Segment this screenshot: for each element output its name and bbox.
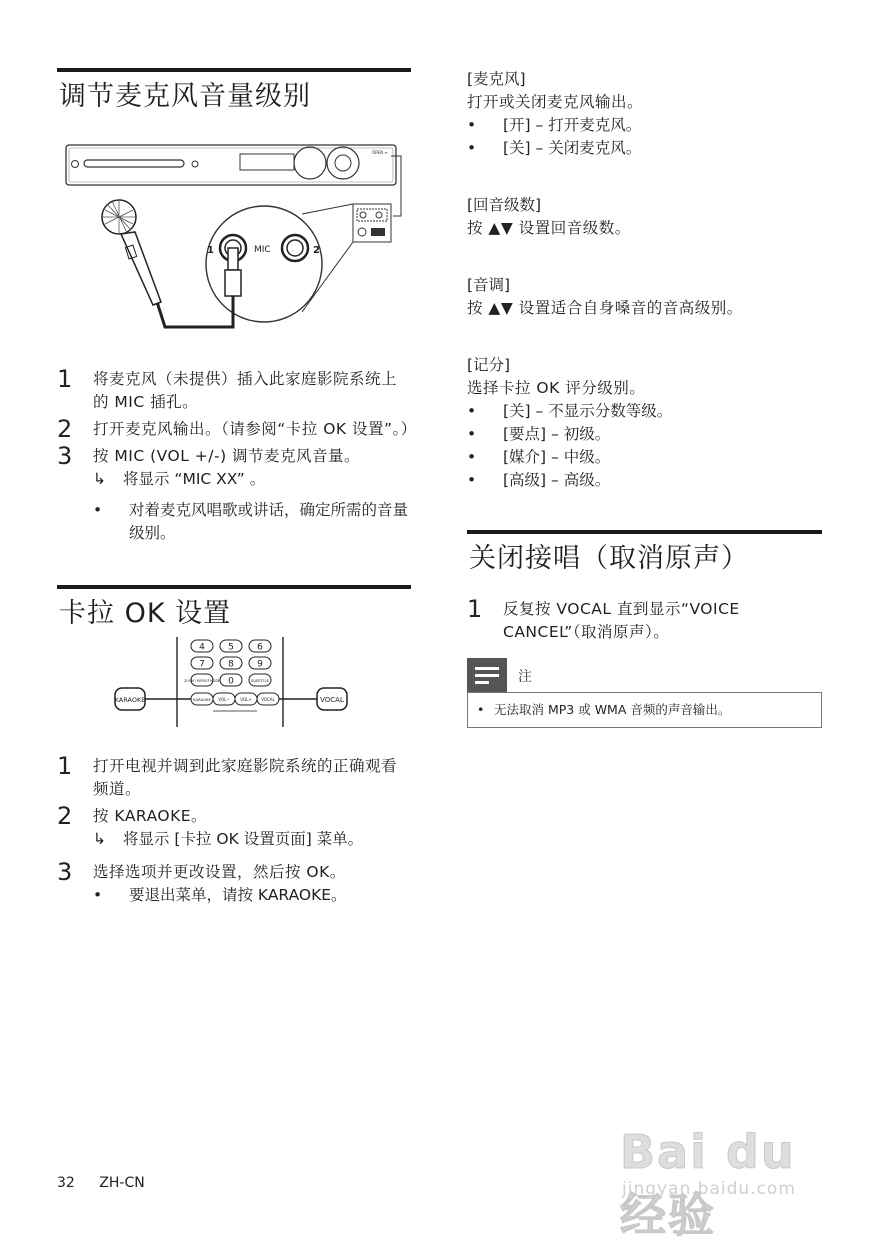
mic-label: MIC: [254, 245, 271, 255]
step-1: [467, 595, 822, 644]
watermark-url: jingyan.baidu.com: [622, 1179, 796, 1199]
bullet-icon: •: [467, 139, 477, 157]
list-item: [467, 114, 822, 137]
watermark-logo-text: Bai du 经验: [620, 1125, 796, 1242]
karaoke-button-label: KARAOKE: [114, 696, 146, 704]
bullet-icon: •: [93, 886, 103, 904]
step-1: [57, 752, 411, 801]
language-code: ZH-CN: [99, 1175, 145, 1191]
step-2: [57, 802, 411, 830]
step-text: 打开麦克风输出。（请参阅“卡拉 OK 设置”。）: [93, 420, 417, 438]
page-footer: [57, 1175, 145, 1191]
section-title-karaoke: 卡拉 OK 设置: [59, 598, 232, 629]
score-setting-desc: 选择卡拉 OK 评分级别。: [467, 379, 646, 397]
section-rule: [57, 68, 411, 72]
key-6: 6: [257, 642, 263, 653]
result-arrow-icon: ↳: [93, 830, 106, 848]
section-rule: [57, 585, 411, 589]
result-line: [93, 468, 411, 491]
key-vocal-small: VOCAL: [261, 697, 275, 702]
vocal-button-label: VOCAL: [320, 696, 344, 704]
step-text: 按 MIC (VOL +/-) 调节麦克风音量。: [93, 447, 361, 465]
key-4: 4: [199, 642, 205, 653]
step-number: 3: [57, 858, 73, 886]
bullet-icon: •: [467, 471, 477, 489]
step-number: 1: [57, 752, 73, 780]
list-item: [467, 137, 822, 160]
step-text: 打开电视并调到此家庭影院系统的正确观看频道。: [93, 757, 398, 798]
sub-bullet: [93, 499, 411, 545]
score-setting-title: [记分]: [467, 356, 511, 374]
note-header: [467, 658, 822, 692]
key-8: 8: [228, 659, 234, 670]
mic-setting-title: [麦克风]: [467, 70, 526, 88]
list-item-text: [关] – 不显示分数等级。: [503, 402, 673, 420]
sub-bullet-text: 要退出菜单，请按 KARAOKE。: [129, 886, 347, 904]
result-line: [93, 828, 411, 851]
step-number: 1: [467, 595, 483, 623]
step-text: 反复按 VOCAL 直到显示“VOICE CANCEL”（取消原声）。: [503, 600, 740, 641]
list-item-text: [开] – 打开麦克风。: [503, 116, 642, 134]
sub-bullet: [93, 884, 411, 907]
note-box: [467, 692, 822, 728]
echo-setting-title: [回音级数]: [467, 196, 542, 214]
step-3: [57, 858, 411, 886]
key-zoom: ZOOM / REPEAT MODE: [184, 679, 220, 683]
section-rule: [467, 530, 822, 534]
echo-setting-desc: 按 ▲▼ 设置回音级数。: [467, 219, 631, 237]
step-number: 1: [57, 365, 73, 393]
step-number: 2: [57, 415, 73, 443]
left-column: [57, 68, 417, 907]
key-setting-title: [音调]: [467, 276, 511, 294]
step-2: [57, 415, 417, 443]
right-column: [467, 68, 822, 728]
list-item: [467, 400, 822, 423]
list-item-text: [关] – 关闭麦克风。: [503, 139, 642, 157]
remote-control-figure: [57, 637, 411, 727]
list-item: [467, 469, 822, 492]
result-arrow-icon: ↳: [93, 470, 106, 488]
section-title-mic-volume: 调节麦克风音量级别: [59, 81, 311, 112]
bullet-icon: •: [467, 116, 477, 134]
step-3: [57, 442, 411, 470]
note-text: 无法取消 MP3 或 WMA 音频的声音输出。: [494, 702, 731, 717]
list-item-text: [媒介] – 中级。: [503, 448, 611, 466]
page-number: 32: [57, 1175, 75, 1191]
list-item: [467, 446, 822, 469]
svg-text:OPEN ≡: OPEN ≡: [372, 150, 388, 155]
step-text: 按 KARAOKE。: [93, 807, 208, 825]
list-item-text: [高级] – 高级。: [503, 471, 611, 489]
key-9: 9: [257, 659, 263, 670]
note-icon: [467, 658, 507, 692]
bullet-icon: •: [477, 702, 485, 717]
step-text: 将麦克风（未提供）插入此家庭影院系统上的 MIC 插孔。: [93, 370, 398, 411]
baidu-watermark: [620, 1105, 830, 1242]
result-text: 将显示 “MIC XX” 。: [123, 470, 266, 488]
bullet-icon: •: [467, 448, 477, 466]
bullet-icon: •: [467, 425, 477, 443]
key-0: 0: [228, 676, 234, 687]
step-number: 2: [57, 802, 73, 830]
list-item: [467, 423, 822, 446]
key-setting-desc: 按 ▲▼ 设置适合自身嗓音的音高级别。: [467, 299, 743, 317]
section-title-vocal-cancel: 关闭接唱（取消原声）: [469, 543, 749, 574]
sub-bullet-text: 对着麦克风唱歌或讲话，确定所需的音量级别。: [129, 501, 409, 542]
mic-setting-desc: 打开或关闭麦克风输出。: [467, 93, 644, 111]
mic-connection-figure: [57, 142, 411, 342]
bullet-icon: •: [93, 501, 103, 519]
key-vol-minus: VOL−: [218, 697, 230, 702]
list-item-text: [要点] – 初级。: [503, 425, 611, 443]
step-text: 选择选项并更改设置，然后按 OK。: [93, 863, 346, 881]
key-vol-plus: VOL+: [240, 697, 252, 702]
key-5: 5: [228, 642, 234, 653]
jack-1-label: 1: [207, 245, 214, 256]
step-number: 3: [57, 442, 73, 470]
bullet-icon: •: [467, 402, 477, 420]
result-text: 将显示 [卡拉 OK 设置页面] 菜单。: [123, 830, 364, 848]
jack-2-label: 2: [313, 245, 320, 256]
note-label: 注: [518, 669, 532, 685]
key-karaoke-small: KARAOKE: [193, 697, 211, 702]
step-1: [57, 365, 411, 414]
key-subtitle: SUBTITLE: [250, 678, 270, 683]
microphone-icon: [102, 200, 161, 305]
key-7: 7: [199, 659, 205, 670]
